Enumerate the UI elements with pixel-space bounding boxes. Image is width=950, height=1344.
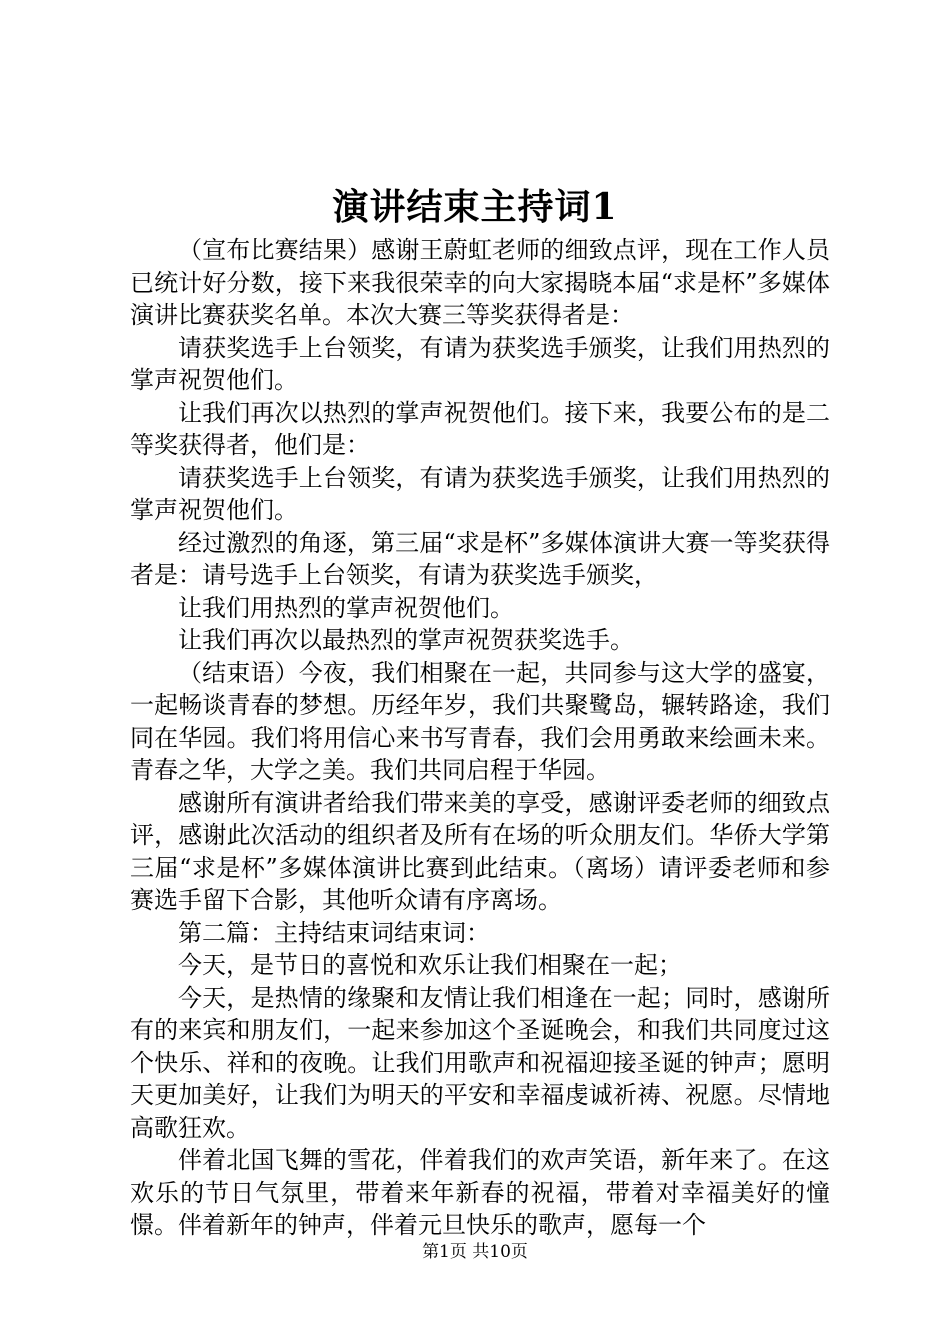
paragraph: 请获奖选手上台领奖，有请为获奖选手颁奖，让我们用热烈的掌声祝贺他们。: [130, 463, 830, 524]
paragraph: （宣布比赛结果）感谢王蔚虹老师的细致点评，现在工作人员已统计好分数，接下来我很荣幸的向大家揭晓本届“求是杯”多媒体演讲比赛获奖名单。本次大赛三等奖获得者是：: [130, 236, 830, 329]
paragraph: （结束语）今夜，我们相聚在一起，共同参与这大学的盛宴，一起畅谈青春的梦想。历经年岁，我们共聚鹭岛，辗转路途，我们同在华园。我们将用信心来书写青春，我们会用勇敢来绘画未来。青春之华，大学之美。我们共同启程于华园。: [130, 658, 830, 784]
section-heading: 第二篇：主持结束词结束词：: [178, 918, 490, 947]
paragraph: 感谢所有演讲者给我们带来美的享受，感谢评委老师的细致点评，感谢此次活动的组织者及所有在场的听众朋友们。华侨大学第三届“求是杯”多媒体演讲比赛到此结束。（离场）请评委老师和参赛选手留下合影，其他听众请有序离场。: [130, 788, 830, 914]
paragraph: 今天，是热情的缘聚和友情让我们相逢在一起；同时，感谢所有的来宾和朋友们，一起来参加这个圣诞晚会，和我们共同度过这个快乐、祥和的夜晚。让我们用歌声和祝福迎接圣诞的钟声；愿明天更加美好，让我们为明天的平安和幸福虔诚祈祷、祝愿。尽情地高歌狂欢。: [130, 983, 830, 1142]
page-number-footer: 第1页 共10页: [422, 1242, 528, 1262]
paragraph: 让我们再次以热烈的掌声祝贺他们。接下来，我要公布的是二等奖获得者，他们是：: [130, 398, 830, 459]
paragraph: 今天，是节日的喜悦和欢乐让我们相聚在一起；: [178, 951, 682, 979]
document-body: [130, 234, 830, 1242]
paragraph: 请获奖选手上台领奖，有请为获奖选手颁奖，让我们用热烈的掌声祝贺他们。: [130, 333, 830, 394]
paragraph: 让我们再次以最热烈的掌声祝贺获奖选手。: [178, 626, 634, 654]
document-title: 演讲结束主持词1: [332, 186, 618, 228]
paragraph: 经过激烈的角逐，第三届“求是杯”多媒体演讲大赛一等奖获得者是：请号选手上台领奖，有请为获奖选手颁奖，: [130, 528, 830, 589]
paragraph: 伴着北国飞舞的雪花，伴着我们的欢声笑语，新年来了。在这欢乐的节日气氛里，带着来年新春的祝福，带着对幸福美好的憧憬。伴着新年的钟声，伴着元旦快乐的歌声，愿每一个: [130, 1146, 830, 1239]
paragraph: 让我们用热烈的掌声祝贺他们。: [178, 593, 514, 622]
